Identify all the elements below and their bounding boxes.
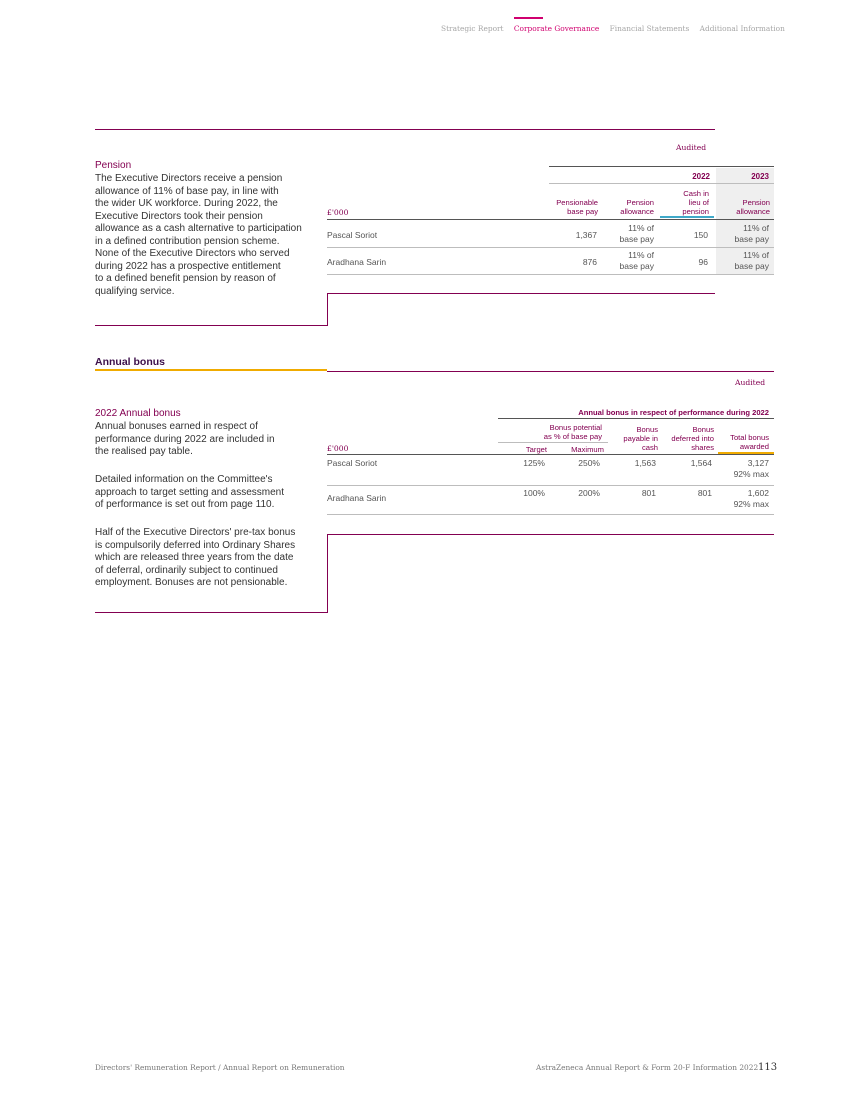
page-number: 113: [758, 1062, 778, 1073]
bonus-row-1-cash: 1,563: [634, 458, 656, 468]
nav-strategic-report[interactable]: Strategic Report: [441, 24, 504, 33]
bonus-row-2-shares: 801: [697, 488, 712, 498]
bonus-audited-label: Audited: [735, 378, 766, 387]
bonus-paragraph-2: Detailed information on the Committee's approach to target setting and assessment of performance is set out from page 110.: [95, 474, 285, 510]
bonus-header-maximum: Maximum: [571, 445, 604, 454]
bonus-row-1-name: Pascal Soriot: [327, 458, 378, 468]
bonus-row-2-name: Aradhana Sarin: [327, 493, 387, 503]
pension-row-1-allowance: 11% of base pay: [619, 223, 654, 244]
pension-header-allowance: Pension allowance: [620, 198, 654, 216]
pension-header-allowance-2023: Pension allowance: [736, 198, 770, 216]
pension-header-cash: Cash in lieu of pension: [682, 189, 709, 216]
bonus-group-rule: [498, 442, 608, 443]
pension-row-2-allowance: 11% of base pay: [619, 250, 654, 271]
pension-row-2-base-pay: 876: [582, 257, 597, 267]
pension-table-bottom-rule: [327, 293, 715, 294]
pension-heading: Pension: [95, 160, 132, 171]
bonus-super-header: Annual bonus in respect of performance during 2022: [578, 408, 769, 417]
bonus-header-total: Total bonus awarded: [730, 433, 769, 451]
bonus-row-2-maximum: 200%: [578, 488, 600, 498]
pension-row-2-cash: 96: [698, 257, 708, 267]
bonus-row-2-cash: 801: [641, 488, 656, 498]
pension-body: The Executive Directors receive a pension allowance of 11% of base pay, in line with the wider UK workforce. During 2022, the Executive Directors took their pension allowance as a cash alternative to participation in a defined contribution pension scheme. None of the Executive Directors who served during 2022 has a prospective entitlement to a defined benefit pension by reason of qualifying service.: [95, 173, 302, 297]
pension-row-2-rule: [327, 274, 774, 275]
pension-left-bottom-rule: [95, 325, 327, 326]
pension-row-1-cash: 150: [693, 230, 708, 240]
bonus-divider: [327, 534, 328, 613]
bonus-row-1-shares: 1,564: [690, 458, 712, 468]
pension-divider: [327, 293, 328, 326]
top-navigation: [441, 24, 793, 33]
bonus-header-rule: [327, 454, 774, 455]
pension-audited-label: Audited: [676, 143, 707, 152]
bonus-unit-label: £'000: [327, 444, 349, 453]
bonus-row-1-target: 125%: [523, 458, 545, 468]
bonus-row-2-total: 1,602 92% max: [733, 488, 769, 509]
bonus-left-bottom-rule: [95, 612, 327, 613]
pension-row-1-name: Pascal Soriot: [327, 230, 378, 240]
pension-row-1-allowance-2023: 11% of base pay: [734, 223, 769, 244]
pension-cash-highlight: [660, 216, 714, 218]
pension-year-2023: 2023: [751, 172, 769, 181]
annual-bonus-top-rule: [327, 371, 774, 372]
bonus-super-rule: [498, 418, 774, 419]
bonus-paragraph-3: Half of the Executive Directors' pre-tax bonus is compulsorily deferred into Ordinary Shares which are released three years from the date of deferral, ordinarily subject to continued employment. Bonuses are not pensionable.: [95, 527, 296, 588]
pension-row-2-name: Aradhana Sarin: [327, 257, 387, 267]
pension-row-2-allowance-2023: 11% of base pay: [734, 250, 769, 271]
footer-publication: AstraZeneca Annual Report & Form 20-F Information 2022: [536, 1063, 759, 1072]
bonus-row-2-target: 100%: [523, 488, 545, 498]
pension-unit-label: £'000: [327, 208, 349, 217]
pension-year-2022: 2022: [692, 172, 710, 181]
annual-bonus-title-underline: [95, 369, 327, 371]
pension-row-1-base-pay: 1,367: [575, 230, 597, 240]
footer-breadcrumb: Directors' Remuneration Report / Annual Report on Remuneration: [95, 1063, 345, 1072]
bonus-row-1-maximum: 250%: [578, 458, 600, 468]
bonus-header-target: Target: [525, 445, 547, 454]
bonus-row-1-total: 3,127 92% max: [733, 458, 769, 479]
bonus-paragraph-1: Annual bonuses earned in respect of performance during 2022 are included in the realised pay table.: [95, 421, 275, 457]
pension-header-rule: [327, 219, 774, 220]
bonus-row-1-rule: [327, 485, 774, 486]
pension-header-base-pay: Pensionable base pay: [556, 198, 598, 216]
annual-bonus-title: Annual bonus: [95, 356, 165, 368]
nav-financial-statements[interactable]: Financial Statements: [609, 24, 690, 33]
bonus-group-header: Bonus potential as % of base pay: [543, 423, 602, 441]
bonus-header-shares: Bonus deferred into shares: [671, 425, 714, 452]
nav-additional-information[interactable]: Additional Information: [699, 24, 785, 33]
nav-corporate-governance[interactable]: Corporate Governance: [513, 24, 600, 33]
bonus-table-bottom-rule: [327, 534, 774, 535]
pension-year-subrule: [549, 183, 774, 184]
bonus-heading: 2022 Annual bonus: [95, 408, 181, 419]
pension-year-rule: [549, 166, 774, 167]
pension-row-1-rule: [327, 247, 774, 248]
bonus-header-cash: Bonus payable in cash: [623, 425, 658, 452]
pension-top-rule: [95, 129, 715, 130]
bonus-row-2-rule: [327, 514, 774, 515]
